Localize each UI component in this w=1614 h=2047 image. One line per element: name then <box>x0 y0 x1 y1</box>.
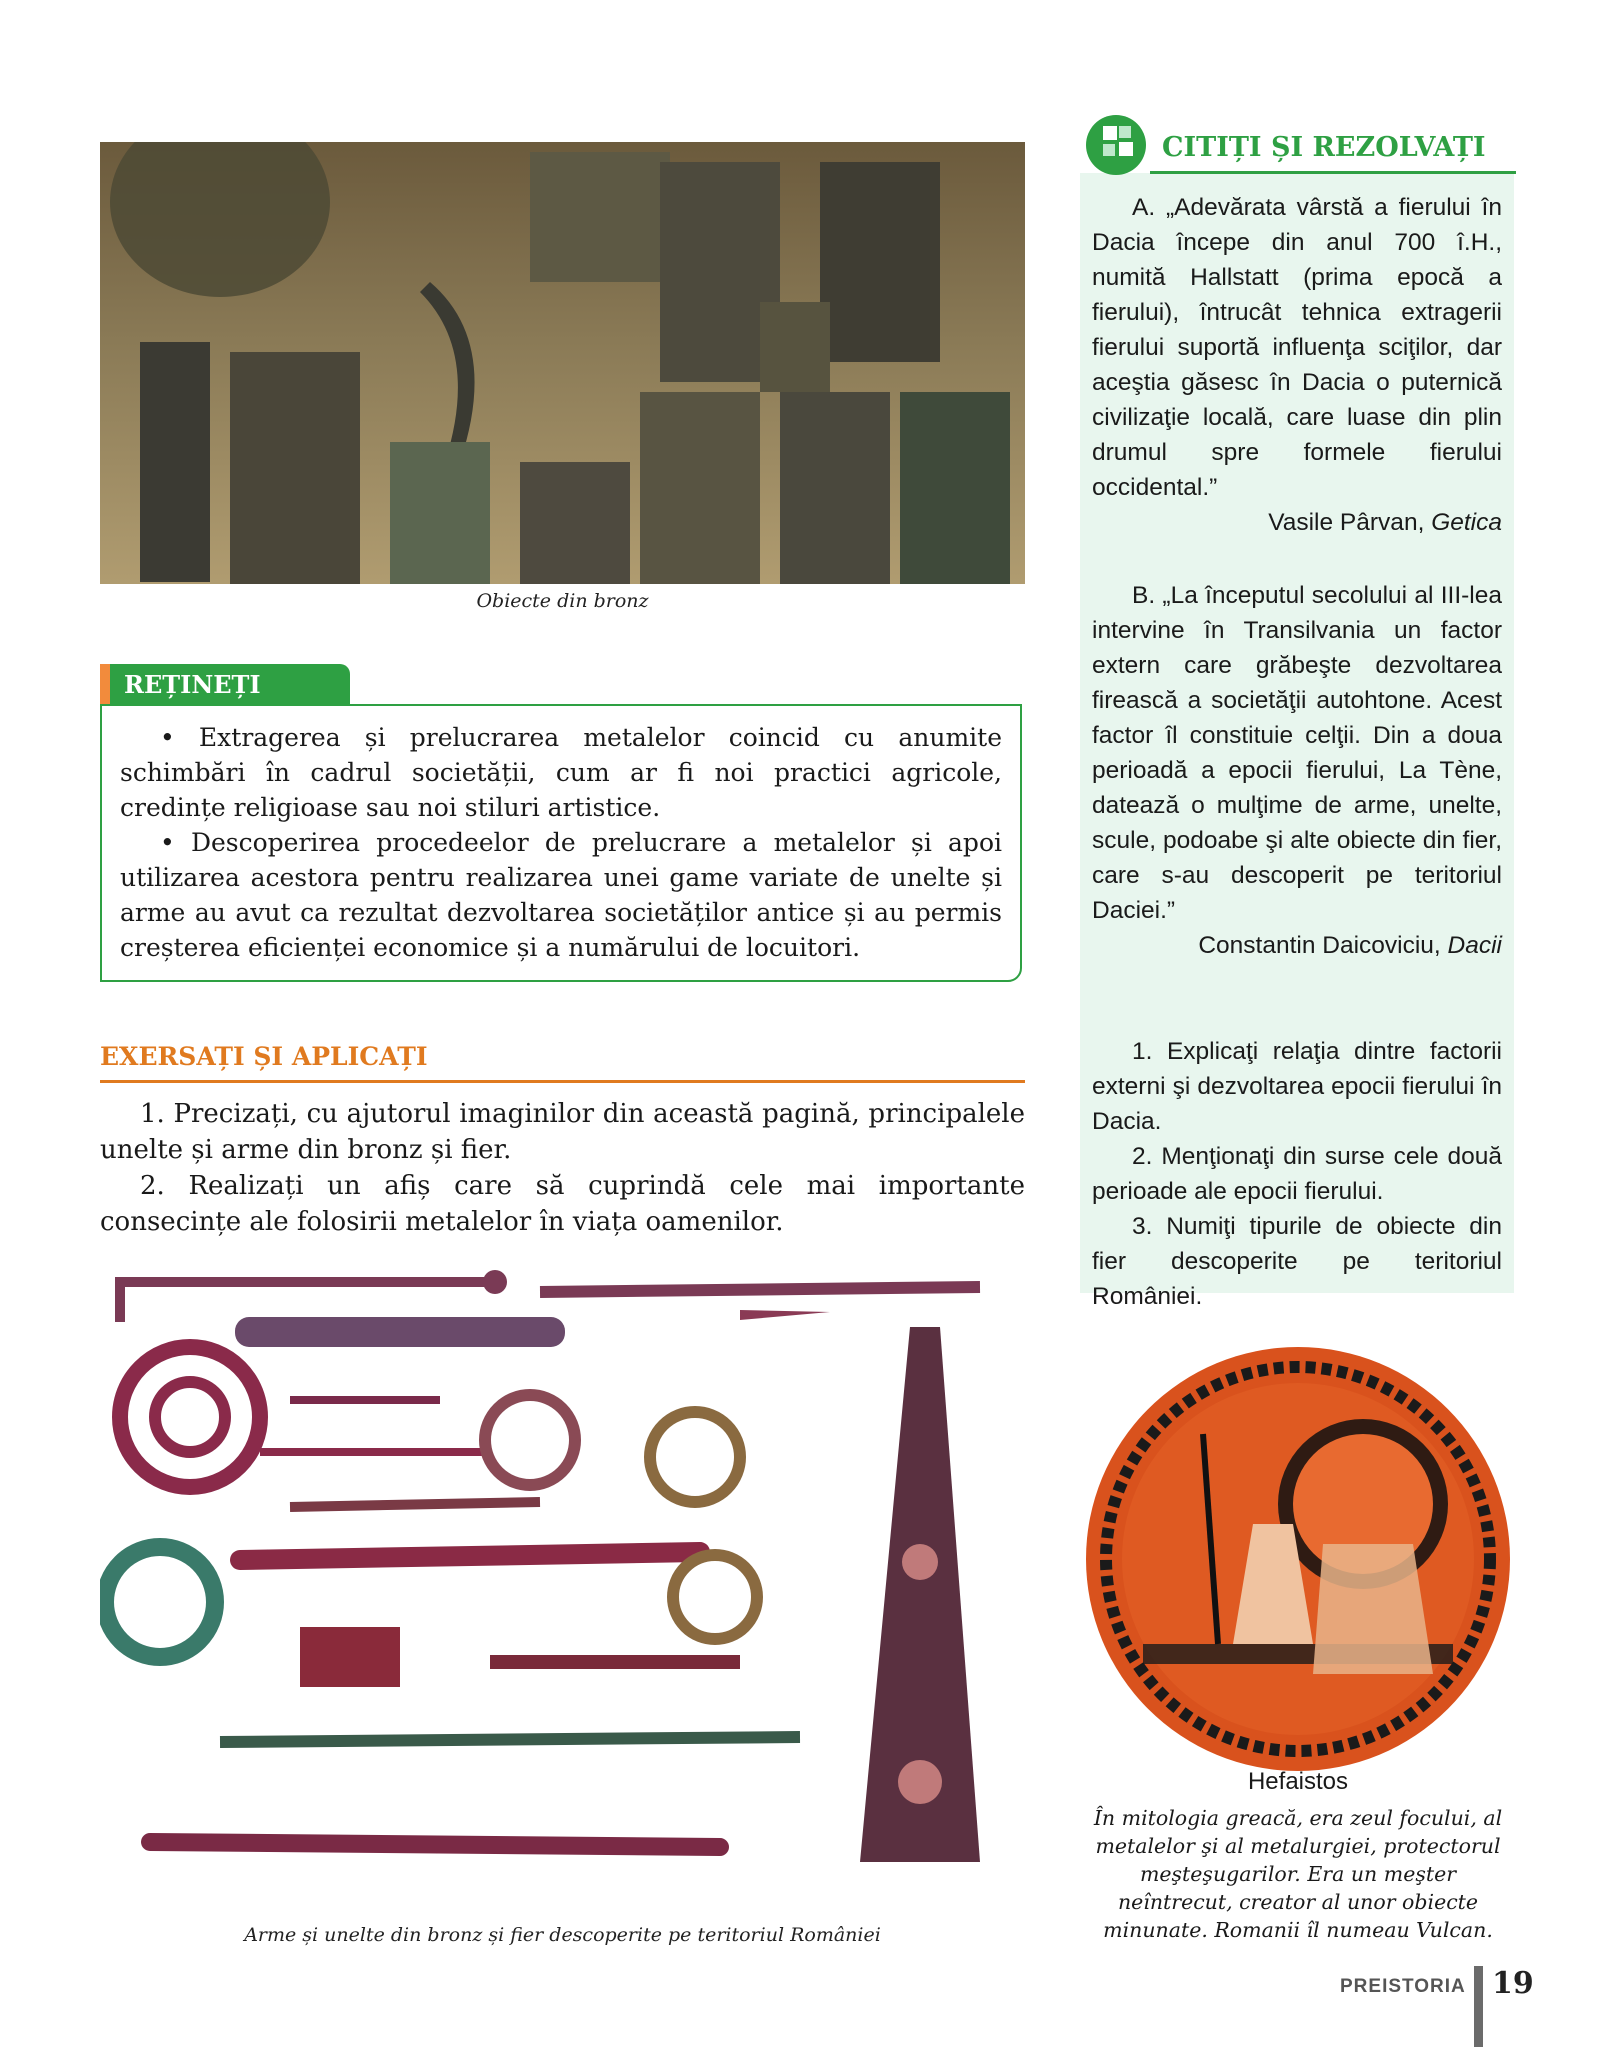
citi-questions <box>1092 1034 1502 1314</box>
source-a <box>1092 190 1502 540</box>
page-number: 19 <box>1492 1966 1534 2001</box>
tab-accent <box>100 664 110 706</box>
bronze-objects-illustration <box>100 142 1025 584</box>
source-a-author: Vasile Pârvan, <box>1268 509 1432 536</box>
exersati-body <box>100 1096 1025 1240</box>
question-item: 3. Numiţi tipurile de obiecte din fier descoperite pe teritoriul României. <box>1092 1213 1502 1310</box>
exersati-item: 2. Realizați un afiș care să cuprindă cele mai importante consecințe ale folosirii metalelor în viața oamenilor. <box>100 1171 1025 1237</box>
source-b-author: Constantin Daicoviciu, <box>1198 932 1448 959</box>
bronze-objects-photo <box>100 142 1025 584</box>
hefaistos-description: În mitologia greacă, era zeul focului, al metalelor şi al metalurgiei, protectorul meşteşugarilor. Era un meşter neîntrecut, creator al unor obiecte minunate. Romanii îl numeau Vulcan. <box>1093 1806 1503 1942</box>
weapons-plate <box>100 1262 1025 1922</box>
retineti-title: REȚINEȚI <box>124 670 261 699</box>
retineti-tab <box>100 664 350 706</box>
question-item: 2. Menţionaţi din surse cele două perioade ale epocii fierului. <box>1092 1143 1502 1205</box>
source-b-attribution <box>1092 928 1502 963</box>
source-b-work: Dacii <box>1447 932 1502 959</box>
source-b-text: B. „La începutul secolului al III-lea intervine în Transilvania un factor extern care grăbeşte dezvoltarea firească a societăţii autohtone. Acest factor îl constituie celţii. Din a doua perioadă a epocii fierului, La Tène, datează o mulţime de arme, unelte, scule, podoabe şi alte obiecte din fier, care s-au descoperit pe teritoriul Daciei.” <box>1092 582 1502 924</box>
exersati-item: 1. Precizați, cu ajutorul imaginilor din această pagină, principalele unelte și arme din bronz și fier. <box>100 1099 1025 1165</box>
source-a-text: A. „Adevărata vârstă a fierului în Dacia începe din anul 700 î.H., numită Hallstatt (prima epocă a fierului), întrucât tehnica extragerii fierului suportă influenţa sciţilor, dar aceştia găsesc în Dacia o puternică civilizaţie locală, care luase din plin drumul spre formele fierului occidental.” <box>1092 194 1502 501</box>
citi-divider <box>1150 171 1516 174</box>
weapons-illustration <box>100 1262 1025 1922</box>
footer-section-label: PREISTORIA <box>1340 1976 1466 1997</box>
bronze-photo-caption: Obiecte din bronz <box>476 590 649 612</box>
retineti-paragraph: • Descoperirea procedeelor de prelucrare a metalelor și apoi utilizarea acestora pentru realizarea unei game variate de unelte și arme au avut ca rezultat dezvoltarea societăților antice și au permis creșterea eficienței economice și a numărului de locuitori. <box>120 828 1002 962</box>
source-a-work: Getica <box>1431 509 1502 536</box>
hefaistos-vase-image <box>1083 1344 1513 1774</box>
footer-bar <box>1474 1966 1483 2047</box>
source-b <box>1092 578 1502 963</box>
weapons-caption: Arme și unelte din bronz și fier descoperite pe teritoriul României <box>244 1924 881 1946</box>
retineti-paragraph: • Extragerea și prelucrarea metalelor coincid cu anumite schimbări în cadrul societății, cum ar fi noi practici agricole, credințe religioase sau noi stiluri artistice. <box>120 723 1002 822</box>
exersati-divider <box>100 1080 1025 1083</box>
source-a-attribution <box>1092 505 1502 540</box>
question-item: 1. Explicaţi relaţia dintre factorii externi şi dezvoltarea epocii fierului în Dacia. <box>1092 1038 1502 1135</box>
exersati-title: EXERSAȚI ȘI APLICAȚI <box>100 1042 428 1071</box>
retineti-box <box>100 704 1022 982</box>
puzzle-icon <box>1083 112 1149 178</box>
hefaistos-name: Hefaistos <box>1247 1768 1349 1795</box>
citi-title: CITIȚI ȘI REZOLVAȚI <box>1162 132 1486 163</box>
